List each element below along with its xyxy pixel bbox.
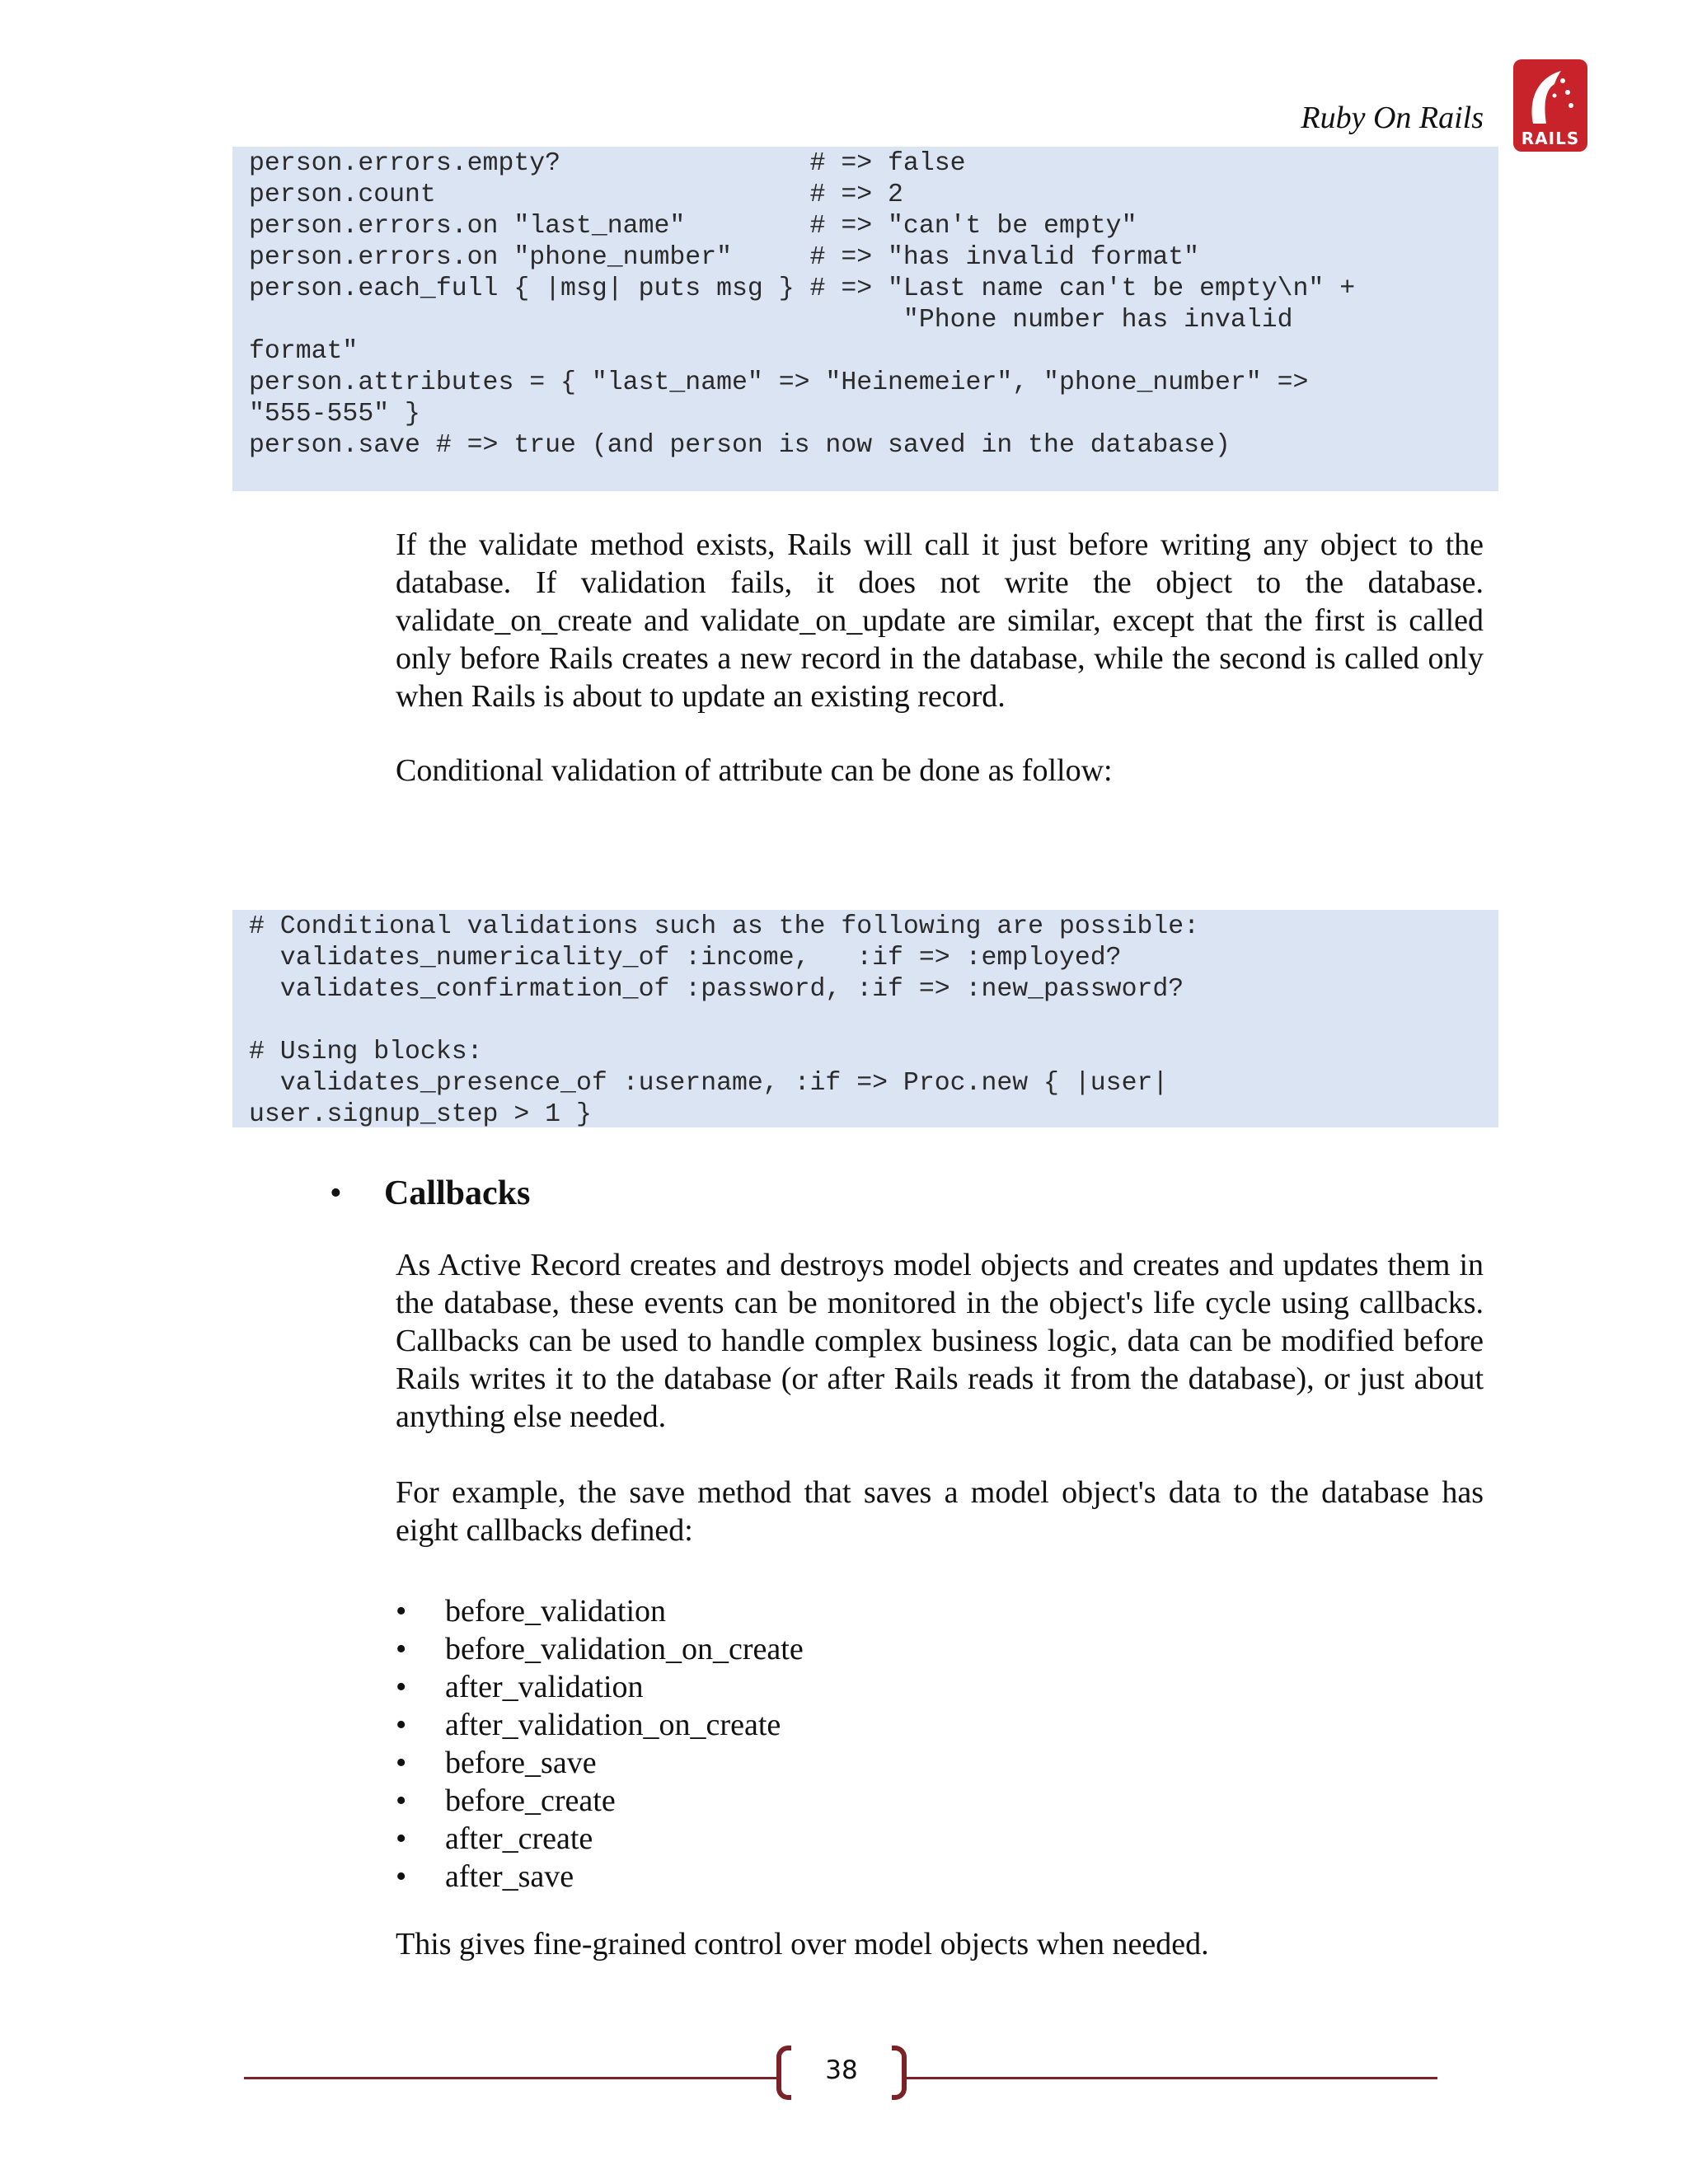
code-block-conditional-validations	[232, 910, 1498, 1127]
code-line: user.signup_step > 1 }	[249, 1100, 592, 1129]
code-line: validates_presence_of :username, :if => Proc.new { |user|	[249, 1069, 1169, 1098]
code-block-text	[249, 912, 1498, 1131]
code-line: "555-555" }	[249, 400, 420, 429]
code-block-text	[249, 148, 1498, 462]
code-line: # Using blocks:	[249, 1038, 483, 1066]
list-item	[396, 1630, 804, 1668]
list-item	[396, 1744, 804, 1782]
code-line: validates_confirmation_of :password, :if => :new_password?	[249, 975, 1184, 1004]
callbacks-list	[396, 1592, 804, 1896]
list-item	[396, 1782, 804, 1820]
list-item	[396, 1706, 804, 1744]
list-item	[396, 1858, 804, 1896]
list-bullet: •	[396, 1859, 407, 1894]
list-item-text: after_save	[445, 1859, 574, 1894]
list-item	[396, 1592, 804, 1630]
code-line: validates_numericality_of :income, :if => :employed?	[249, 944, 1122, 972]
code-line: person.each_full { |msg| puts msg } # => "Last name can't be empty\n" +	[249, 274, 1356, 303]
rails-logo	[1513, 59, 1587, 152]
code-block-validation-errors	[232, 147, 1498, 491]
code-line: person.errors.on "last_name" # => "can't be empty"	[249, 212, 1137, 241]
paragraph-save-callbacks: For example, the save method that saves a model object's data to the database has eight callbacks defined:	[396, 1475, 1484, 1548]
code-line: "Phone number has invalid	[249, 306, 1293, 335]
list-item-text: before_create	[445, 1783, 616, 1818]
list-bullet: •	[396, 1746, 407, 1780]
list-item-text: after_validation_on_create	[445, 1708, 781, 1742]
header-title: Ruby On Rails	[1301, 101, 1484, 135]
code-line: person.count # => 2	[249, 180, 903, 209]
paragraph-closing: This gives fine-grained control over model objects when needed.	[396, 1927, 1209, 1961]
paragraph-conditional-validation: Conditional validation of attribute can be done as follow:	[396, 753, 1113, 788]
list-item-text: after_validation	[445, 1670, 644, 1704]
list-item	[396, 1668, 804, 1706]
list-item-text: before_validation_on_create	[445, 1632, 804, 1666]
list-bullet: •	[396, 1594, 407, 1629]
code-line: person.save # => true (and person is now saved in the database)	[249, 431, 1231, 460]
page-number: 38	[825, 2055, 858, 2085]
paragraph-validate-method: If the validate method exists, Rails will call it just before writing any object to the database. If validation fails, it does not write the object to the database. validate_on_create and validate_on_update are similar, except that the first is called only before Rails creates a new record in the database, while the second is called only when Rails is about to update an existing record.	[396, 527, 1484, 714]
list-item-text: before_validation	[445, 1594, 667, 1629]
code-line: format"	[249, 337, 359, 366]
code-line: # Conditional validations such as the following are possible:	[249, 912, 1200, 941]
code-line: person.errors.on "phone_number" # => "has invalid format"	[249, 243, 1200, 272]
paragraph-callbacks-intro: As Active Record creates and destroys model objects and creates and updates them in the database, these events can be monitored in the object's life cycle using callbacks. Callbacks can be used to handle complex business logic, data can be modified before Rails writes it to the database (or after Rails reads it from the database), or just about anything else needed.	[396, 1248, 1484, 1434]
list-bullet: •	[396, 1708, 407, 1742]
list-bullet: •	[396, 1821, 407, 1856]
list-bullet: •	[396, 1783, 407, 1818]
list-bullet: •	[396, 1632, 407, 1666]
list-bullet: •	[396, 1670, 407, 1704]
list-item	[396, 1820, 804, 1858]
list-item-text: after_create	[445, 1821, 593, 1856]
section-heading-text: Callbacks	[384, 1174, 531, 1212]
logo-text: RAILS	[1521, 129, 1580, 148]
code-line: person.errors.empty? # => false	[249, 149, 966, 178]
code-line: person.attributes = { "last_name" => "Heinemeier", "phone_number" =>	[249, 368, 1309, 397]
section-heading-callbacks	[330, 1172, 530, 1215]
section-bullet: •	[330, 1174, 342, 1212]
page-number-box	[776, 2046, 907, 2107]
list-item-text: before_save	[445, 1746, 597, 1780]
